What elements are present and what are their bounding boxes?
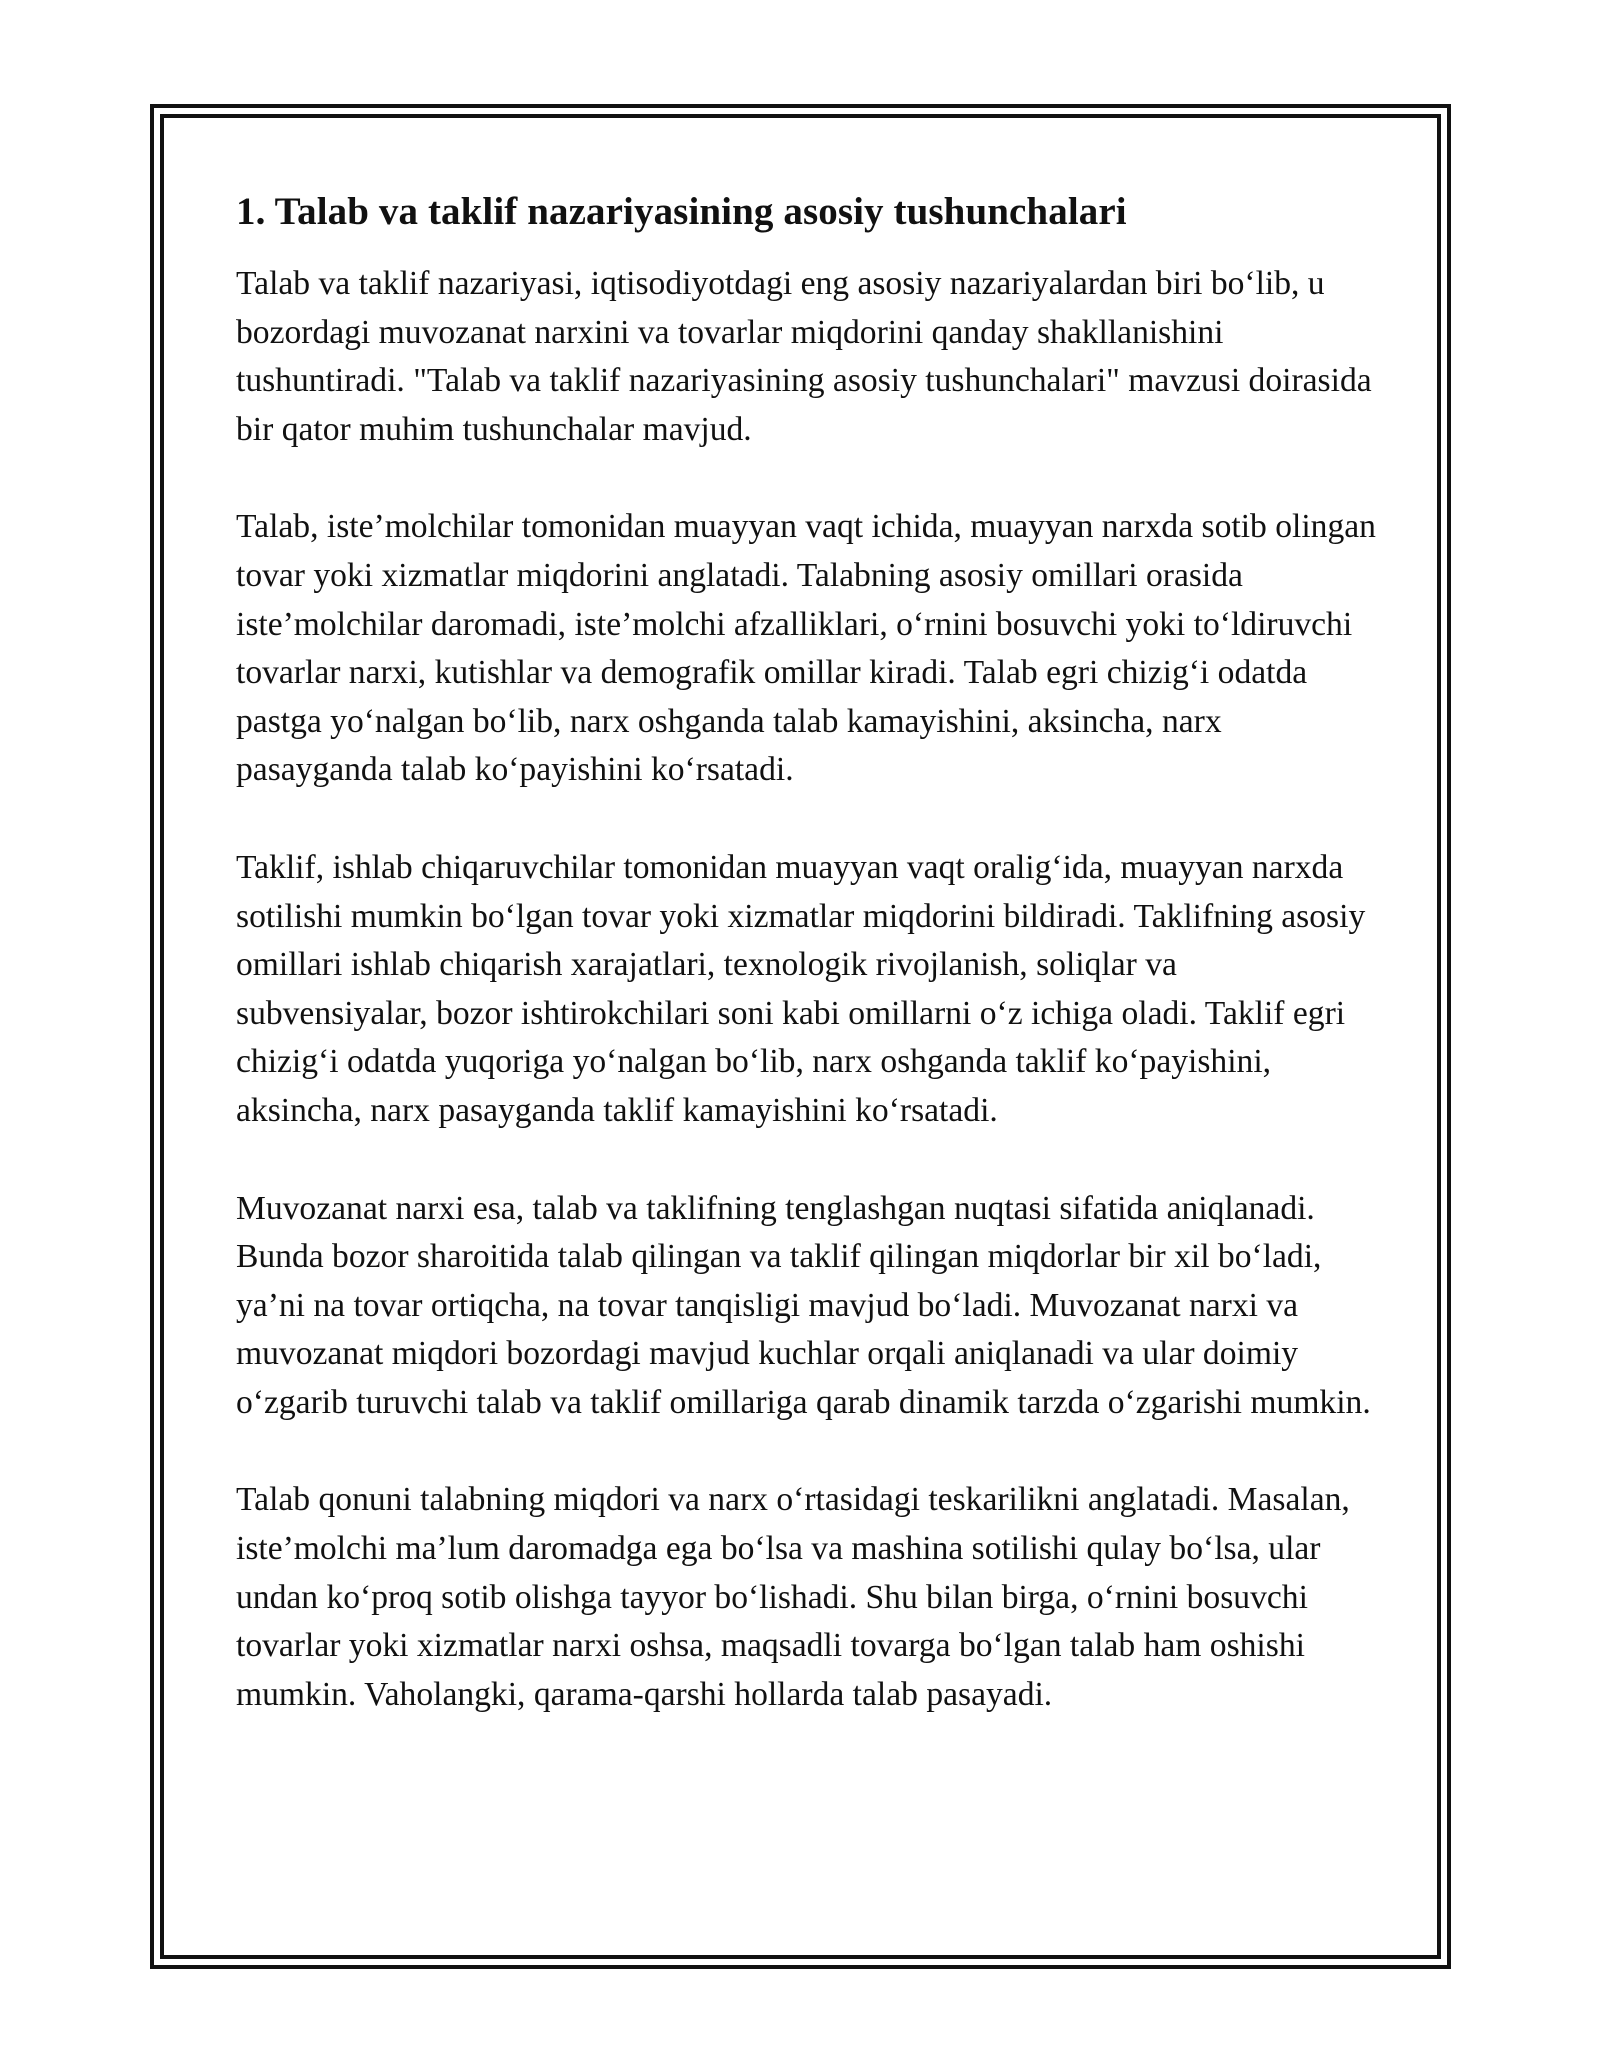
paragraph-equilibrium-price: Muvozanat narxi esa, talab va taklifning tenglashgan nuqtasi sifatida aniqlanadi. Bunda bozor sharoitida talab qilingan va taklif qilingan miqdorlar bir xil bo‘ladi, ya’ni na tovar ortiqcha, na tovar tanqisligi mavjud bo‘ladi. Muvozanat narxi va muvozanat miqdori bozordagi mavjud kuchlar orqali aniqlanadi va ular doimiy o‘zgarib turuvchi talab va taklif omillariga qarab dinamik tarzda o‘zgarishi mumkin. bbox=[236, 1189, 1371, 1421]
section-heading: 1. Talab va taklif nazariyasining asosiy tushunchalari bbox=[236, 190, 1127, 233]
document-content bbox=[236, 184, 1376, 1719]
paragraph-supply: Taklif, ishlab chiqaruvchilar tomonidan muayyan vaqt oralig‘ida, muayyan narxda sotilishi mumkin bo‘lgan tovar yoki xizmatlar miqdorini bildiradi. Taklifning asosiy omillari ishlab chiqarish xarajatlari, texnologik rivojlanish, soliqlar va subvensiyalar, bozor ishtirokchilari soni kabi omillarni o‘z ichiga oladi. Taklif egri chizig‘i odatda yuqoriga yo‘nalgan bo‘lib, narx oshganda taklif ko‘payishini, aksincha, narx pasayganda taklif kamayishini ko‘rsatadi. bbox=[236, 848, 1366, 1129]
paragraph-introduction: Talab va taklif nazariyasi, iqtisodiyotdagi eng asosiy nazariyalardan biri bo‘lib, u bozordagi muvozanat narxini va tovarlar miqdorini qanday shakllanishini tushuntiradi. "Talab va taklif nazariyasining asosiy tushunchalari" mavzusi doirasida bir qator muhim tushunchalar mavjud. bbox=[236, 265, 1372, 448]
paragraph-demand: Talab, iste’molchilar tomonidan muayyan vaqt ichida, muayyan narxda sotib olingan tovar yoki xizmatlar miqdorini anglatadi. Talabning asosiy omillari orasida iste’molchilar daromadi, iste’molchi afzalliklari, o‘rnini bosuvchi yoki to‘ldiruvchi tovarlar narxi, kutishlar va demografik omillar kiradi. Talab egri chizig‘i odatda pastga yo‘nalgan bo‘lib, narx oshganda talab kamayishini, aksincha, narx pasayganda talab ko‘payishini ko‘rsatadi. bbox=[236, 508, 1376, 789]
paragraph-law-of-demand: Talab qonuni talabning miqdori va narx o‘rtasidagi teskarilikni anglatadi. Masalan, iste’molchi ma’lum daromadga ega bo‘lsa va mashina sotilishi qulay bo‘lsa, ular undan ko‘proq sotib olishga tayyor bo‘lishadi. Shu bilan birga, o‘rnini bosuvchi tovarlar yoki xizmatlar narxi oshsa, maqsadli tovarga bo‘lgan talab ham oshishi mumkin. Vaholangki, qarama-qarshi hollarda talab pasayadi. bbox=[236, 1481, 1350, 1713]
